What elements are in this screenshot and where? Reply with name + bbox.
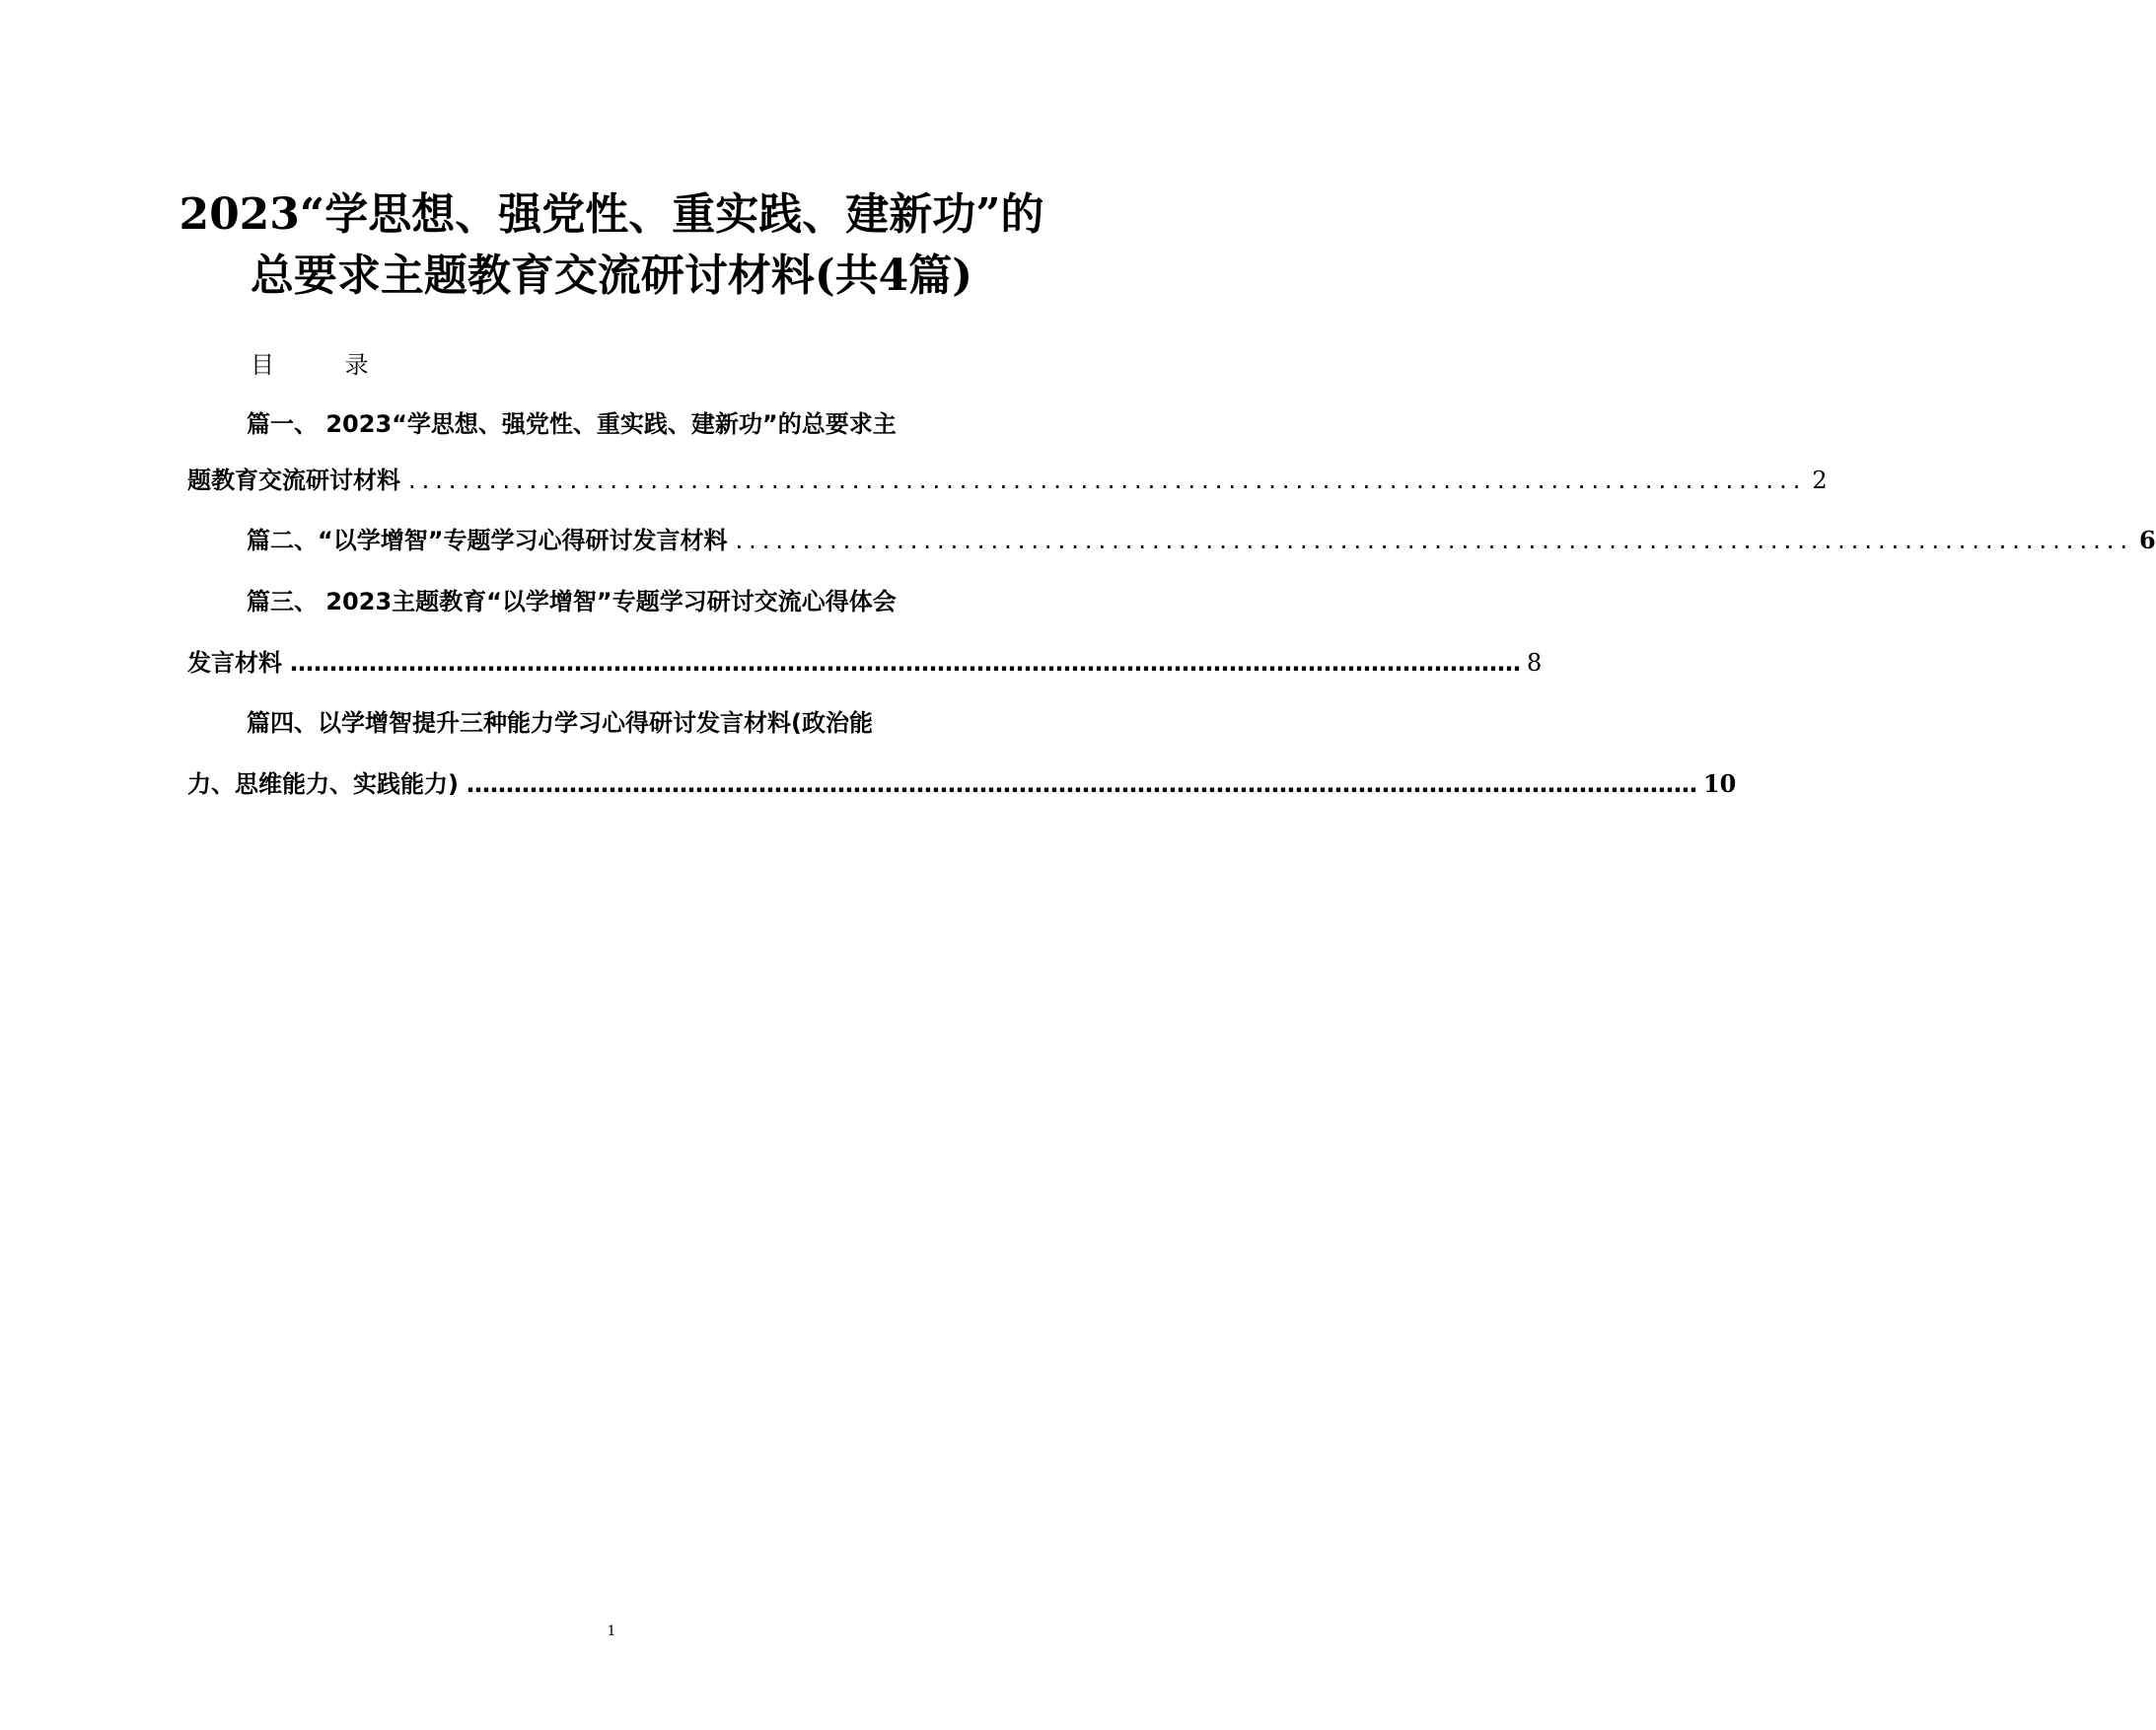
toc-entry-4-title-end: 力、思维能力、实践能力) xyxy=(187,770,459,798)
toc-entry-3-line-2[interactable] xyxy=(187,643,1543,683)
toc-leader-dots: ………………………………………………………………………………………………………………………………………… xyxy=(466,770,1697,798)
toc-leader-dots: ........................................................................................................ xyxy=(735,527,2133,554)
document-title-line-1: 2023“学思想、强党性、重实践、建新功”的 xyxy=(179,189,1044,240)
toc-leader-dots: ........................................................................................................ xyxy=(408,467,1807,494)
toc-entry-4-line-2[interactable] xyxy=(187,764,1737,804)
toc-entry-2-title: 篇二、“以学增智”专题学习心得研讨发言材料 xyxy=(247,527,728,554)
document-title-line-2: 总要求主题教育交流研讨材料(共4篇) xyxy=(250,251,973,301)
toc-entry-3-line-1[interactable]: 篇三、 2023主题教育“以学增智”专题学习研讨交流心得体会 xyxy=(247,588,897,615)
toc-entry-3-title-end: 发言材料 xyxy=(187,649,282,677)
toc-entry-1-line-2[interactable] xyxy=(187,461,1828,500)
toc-entry-4-line-1[interactable]: 篇四、以学增智提升三种能力学习心得研讨发言材料(政治能 xyxy=(247,709,873,737)
toc-entry-2[interactable] xyxy=(247,521,2156,560)
page-number: 1 xyxy=(607,1623,616,1639)
toc-entry-1-title-end: 题教育交流研讨材料 xyxy=(187,467,400,494)
toc-entry-2-page: 6 xyxy=(2138,526,2156,554)
toc-entry-3-page: 8 xyxy=(1527,649,1543,677)
toc-entry-1-line-1[interactable]: 篇一、 2023“学思想、强党性、重实践、建新功”的总要求主 xyxy=(247,410,897,438)
toc-heading: 目 录 xyxy=(251,351,400,379)
toc-entry-1-page: 2 xyxy=(1812,467,1828,494)
toc-leader-dots: ………………………………………………………………………………………………………………………………………… xyxy=(290,649,1521,677)
toc-entry-4-page: 10 xyxy=(1702,769,1737,798)
